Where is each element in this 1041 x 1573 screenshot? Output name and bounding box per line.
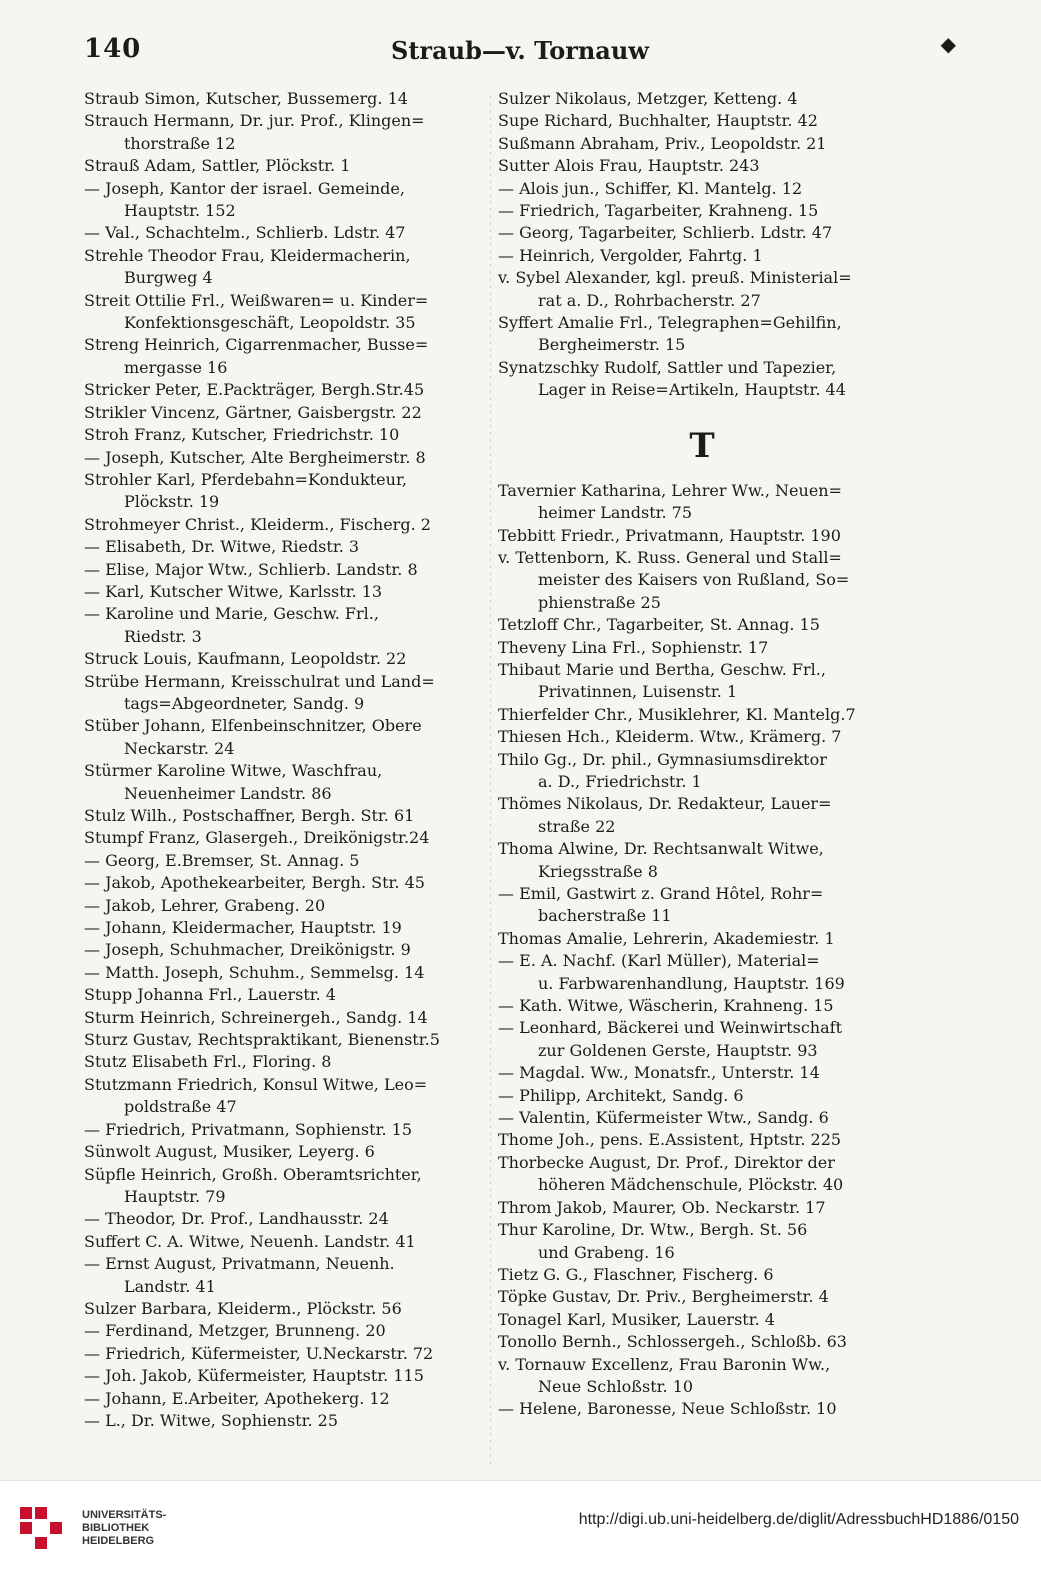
directory-entry-line: Synatzschky Rudolf, Sattler und Tapezier, xyxy=(498,357,837,377)
directory-entry-line: zur Goldenen Gerste, Hauptstr. 93 xyxy=(538,1040,818,1060)
directory-entry-line: Sulzer Nikolaus, Metzger, Ketteng. 4 xyxy=(498,89,798,108)
directory-entry-line: v. Sybel Alexander, kgl. preuß. Ministerial= xyxy=(498,268,852,288)
directory-entry-line: — Val., Schachtelm., Schlierb. Ldstr. 47 xyxy=(84,223,406,243)
directory-entry-line: Sturm Heinrich, Schreinergeh., Sandg. 14 xyxy=(84,1007,428,1027)
directory-entry-line: Syffert Amalie Frl., Telegraphen=Gehilfin, xyxy=(498,313,842,333)
directory-entry-line: Streit Ottilie Frl., Weißwaren= u. Kinder= xyxy=(84,290,429,310)
directory-entry-line: meister des Kaisers von Rußland, So= xyxy=(538,570,850,590)
directory-entry-line: Streng Heinrich, Cigarrenmacher, Busse= xyxy=(84,335,429,355)
directory-entry-line: — Philipp, Architekt, Sandg. 6 xyxy=(498,1085,744,1105)
section-gap xyxy=(498,402,906,416)
directory-entry-line: Theveny Lina Frl., Sophienstr. 17 xyxy=(498,637,769,657)
directory-entry-line: mergasse 16 xyxy=(124,357,228,377)
directory-entry-line: Throm Jakob, Maurer, Ob. Neckarstr. 17 xyxy=(498,1197,826,1217)
directory-entry-line: Strauch Hermann, Dr. jur. Prof., Klingen= xyxy=(84,111,425,131)
directory-entry-line: Süpfle Heinrich, Großh. Oberamtsrichter, xyxy=(84,1164,422,1184)
directory-entry-line: v. Tettenborn, K. Russ. General und Stall= xyxy=(498,547,842,567)
logo-square xyxy=(35,1537,47,1549)
directory-entry-line: Stroh Franz, Kutscher, Friedrichstr. 10 xyxy=(84,425,400,445)
directory-entry-line: — Johann, E.Arbeiter, Apothekerg. 12 xyxy=(84,1388,390,1408)
directory-entry-line: rat a. D., Rohrbacherstr. 27 xyxy=(538,290,761,310)
directory-entry-line: Hauptstr. 79 xyxy=(124,1186,226,1206)
directory-entry-line: Struck Louis, Kaufmann, Leopoldstr. 22 xyxy=(84,649,407,669)
directory-entry-line: Thoma Alwine, Dr. Rechtsanwalt Witwe, xyxy=(498,839,824,859)
directory-entry-line: Thorbecke August, Dr. Prof., Direktor der xyxy=(498,1152,835,1172)
directory-entry-line: — Johann, Kleidermacher, Hauptstr. 19 xyxy=(84,918,402,938)
directory-entry-line: Thibaut Marie und Bertha, Geschw. Frl., xyxy=(498,659,826,679)
corner-mark-icon: ◆ xyxy=(940,32,956,56)
directory-entry-line: Stutzmann Friedrich, Konsul Witwe, Leo= xyxy=(84,1074,428,1094)
directory-entry-line: Strikler Vincenz, Gärtner, Gaisbergstr. 22 xyxy=(84,402,422,422)
directory-entry-line: — Joseph, Schuhmacher, Dreikönigstr. 9 xyxy=(84,940,411,960)
directory-entry-line: Konfektionsgeschäft, Leopoldstr. 35 xyxy=(124,313,416,333)
right-column xyxy=(498,88,906,1421)
directory-entry-line: Burgweg 4 xyxy=(124,268,213,288)
directory-entry-line: Sünwolt August, Musiker, Leyerg. 6 xyxy=(84,1142,375,1162)
directory-entry-line: u. Farbwarenhandlung, Hauptstr. 169 xyxy=(538,973,845,993)
directory-entry-line: — Valentin, Küfermeister Wtw., Sandg. 6 xyxy=(498,1108,829,1128)
directory-entry-line: Suffert C. A. Witwe, Neuenh. Landstr. 41 xyxy=(84,1231,416,1251)
directory-entry-line: — Kath. Witwe, Wäscherin, Krahneng. 15 xyxy=(498,996,834,1016)
directory-entry-line: Landstr. 41 xyxy=(124,1276,216,1296)
directory-entry-line: Neckarstr. 24 xyxy=(124,738,235,758)
directory-entry-line: — E. A. Nachf. (Karl Müller), Material= xyxy=(498,951,820,971)
directory-entry-line: — L., Dr. Witwe, Sophienstr. 25 xyxy=(84,1410,338,1430)
directory-entry-line: Thome Joh., pens. E.Assistent, Hptstr. 225 xyxy=(498,1130,842,1150)
directory-entry-line: Supe Richard, Buchhalter, Hauptstr. 42 xyxy=(498,111,818,131)
directory-entry-line: — Leonhard, Bäckerei und Weinwirtschaft xyxy=(498,1018,842,1038)
directory-entry-line: und Grabeng. 16 xyxy=(538,1242,675,1262)
directory-entry-line: Sturz Gustav, Rechtspraktikant, Bienenstr.5 xyxy=(84,1030,440,1050)
library-name-line: UNIVERSITÄTS- xyxy=(82,1509,167,1521)
directory-entry-line: Stricker Peter, E.Packträger, Bergh.Str.45 xyxy=(84,380,425,400)
right-column-t-entries xyxy=(498,480,906,1421)
directory-entry-line: Stumpf Franz, Glasergeh., Dreikönigstr.24 xyxy=(84,828,430,848)
library-name-line: BIBLIOTHEK xyxy=(82,1522,150,1534)
directory-entry-line: höheren Mädchenschule, Plöckstr. 40 xyxy=(538,1175,844,1195)
directory-entry-line: Tavernier Katharina, Lehrer Ww., Neuen= xyxy=(498,480,842,500)
directory-entry-line: Plöckstr. 19 xyxy=(124,492,220,512)
directory-entry-line: heimer Landstr. 75 xyxy=(538,503,693,523)
directory-entry-line: — Karl, Kutscher Witwe, Karlsstr. 13 xyxy=(84,581,383,601)
directory-entry-line: Strohmeyer Christ., Kleiderm., Fischerg. 2 xyxy=(84,514,431,534)
directory-entry-line: thorstraße 12 xyxy=(124,133,236,153)
directory-entry-line: Tonagel Karl, Musiker, Lauerstr. 4 xyxy=(498,1309,775,1329)
section-letter-heading: T xyxy=(689,425,715,466)
directory-entry-line: — Joh. Jakob, Küfermeister, Hauptstr. 115 xyxy=(84,1366,424,1386)
directory-entry-line: — Jakob, Apothekearbeiter, Bergh. Str. 45 xyxy=(84,873,425,893)
directory-entry-line: Kriegsstraße 8 xyxy=(538,861,658,881)
directory-entry-line: Strohler Karl, Pferdebahn=Kondukteur, xyxy=(84,469,407,489)
directory-entry-line: Töpke Gustav, Dr. Priv., Bergheimerstr. 4 xyxy=(498,1287,829,1307)
library-name xyxy=(82,1509,166,1548)
directory-entry-line: — Ernst August, Privatmann, Neuenh. xyxy=(84,1254,395,1274)
directory-entry-line: — Karoline und Marie, Geschw. Frl., xyxy=(84,604,379,624)
directory-entry-line: — Theodor, Dr. Prof., Landhausstr. 24 xyxy=(84,1209,389,1229)
directory-entry-line: — Friedrich, Tagarbeiter, Krahneng. 15 xyxy=(498,201,819,221)
directory-entry-line: Thilo Gg., Dr. phil., Gymnasiumsdirektor xyxy=(498,749,827,769)
directory-entry-line: Sußmann Abraham, Priv., Leopoldstr. 21 xyxy=(498,133,827,153)
running-title: Straub—v. Tornauw xyxy=(391,36,649,65)
directory-entry-line: Stulz Wilh., Postschaffner, Bergh. Str. 61 xyxy=(84,806,415,825)
directory-entry-line: a. D., Friedrichstr. 1 xyxy=(538,771,702,791)
directory-entry-line: Neuenheimer Landstr. 86 xyxy=(124,783,332,803)
directory-entry-line: Tetzloff Chr., Tagarbeiter, St. Annag. 15 xyxy=(498,615,820,635)
right-column-s-entries xyxy=(498,88,906,402)
directory-entry-line: Strübe Hermann, Kreisschulrat und Land= xyxy=(84,671,435,691)
directory-entry-line: — Matth. Joseph, Schuhm., Semmelsg. 14 xyxy=(84,962,425,982)
directory-entry-line: bacherstraße 11 xyxy=(538,906,672,926)
university-library-logo-icon xyxy=(18,1505,64,1551)
directory-entry-line: Stutz Elisabeth Frl., Floring. 8 xyxy=(84,1052,332,1072)
logo-square xyxy=(50,1522,62,1534)
directory-entry-line: Strehle Theodor Frau, Kleidermacherin, xyxy=(84,245,411,265)
directory-entry-line: — Georg, E.Bremser, St. Annag. 5 xyxy=(84,850,360,870)
directory-entry-line: Stupp Johanna Frl., Lauerstr. 4 xyxy=(84,985,336,1005)
directory-entry-line: — Ferdinand, Metzger, Brunneng. 20 xyxy=(84,1321,386,1341)
directory-entry-line: Strauß Adam, Sattler, Plöckstr. 1 xyxy=(84,156,351,176)
directory-entry-line: — Magdal. Ww., Monatsfr., Unterstr. 14 xyxy=(498,1063,820,1083)
page-number: 140 xyxy=(84,34,142,64)
directory-entry-line: — Jakob, Lehrer, Grabeng. 20 xyxy=(84,895,326,915)
directory-entry-line: — Friedrich, Privatmann, Sophienstr. 15 xyxy=(84,1119,412,1139)
directory-entry-line: Tebbitt Friedr., Privatmann, Hauptstr. 190 xyxy=(498,525,841,545)
directory-entry-line: — Joseph, Kutscher, Alte Bergheimerstr. 8 xyxy=(84,447,426,467)
directory-entry-line: Thierfelder Chr., Musiklehrer, Kl. Mantelg.7 xyxy=(498,704,856,724)
logo-square xyxy=(35,1507,47,1519)
left-column xyxy=(84,88,492,1432)
directory-entry-line: Thiesen Hch., Kleiderm. Wtw., Krämerg. 7 xyxy=(498,727,842,747)
directory-entry-line: — Friedrich, Küfermeister, U.Neckarstr. 72 xyxy=(84,1343,434,1363)
directory-entry-line: Lager in Reise=Artikeln, Hauptstr. 44 xyxy=(538,380,846,400)
directory-entry-line: Hauptstr. 152 xyxy=(124,201,236,221)
directory-entry-line: — Helene, Baronesse, Neue Schloßstr. 10 xyxy=(498,1399,837,1419)
directory-entry-line: — Elisabeth, Dr. Witwe, Riedstr. 3 xyxy=(84,537,360,557)
directory-entry-line: — Elise, Major Wtw., Schlierb. Landstr. 8 xyxy=(84,559,418,579)
directory-entry-line: Privatinnen, Luisenstr. 1 xyxy=(538,682,738,702)
page-header xyxy=(80,34,960,68)
directory-entry-line: Stürmer Karoline Witwe, Waschfrau, xyxy=(84,761,383,781)
directory-entry-line: Neue Schloßstr. 10 xyxy=(538,1376,694,1396)
directory-entry-line: straße 22 xyxy=(538,816,616,836)
directory-entry-line: — Heinrich, Vergolder, Fahrtg. 1 xyxy=(498,245,763,265)
logo-square xyxy=(20,1522,32,1534)
directory-entry-line: Tonollo Bernh., Schlossergeh., Schloßb. 63 xyxy=(498,1332,847,1352)
library-name-line: HEIDELBERG xyxy=(82,1535,155,1547)
directory-entry-line: phienstraße 25 xyxy=(538,592,661,612)
column-divider xyxy=(490,96,491,1466)
directory-entry-line: Thur Karoline, Dr. Wtw., Bergh. St. 56 xyxy=(498,1220,808,1240)
directory-entry-line: Thomas Amalie, Lehrerin, Akademiestr. 1 xyxy=(498,928,835,948)
directory-entry-line: — Georg, Tagarbeiter, Schlierb. Ldstr. 47 xyxy=(498,223,833,243)
directory-entry-line: — Emil, Gastwirt z. Grand Hôtel, Rohr= xyxy=(498,884,824,903)
directory-entry-line: Sutter Alois Frau, Hauptstr. 243 xyxy=(498,156,760,176)
directory-entry-line: Tietz G. G., Flaschner, Fischerg. 6 xyxy=(498,1264,774,1284)
directory-entry-line: Stüber Johann, Elfenbeinschnitzer, Obere xyxy=(84,716,422,736)
page-footer xyxy=(0,1480,1041,1573)
source-url-link[interactable]: http://digi.ub.uni-heidelberg.de/diglit/AdressbuchHD1886/0150 xyxy=(578,1511,1019,1528)
directory-entry-line: v. Tornauw Excellenz, Frau Baronin Ww., xyxy=(498,1354,831,1374)
directory-entry-line: Straub Simon, Kutscher, Bussemerg. 14 xyxy=(84,89,408,108)
directory-entry-line: poldstraße 47 xyxy=(124,1097,237,1117)
directory-entry-line: Thömes Nikolaus, Dr. Redakteur, Lauer= xyxy=(498,794,832,814)
directory-entry-line: Bergheimerstr. 15 xyxy=(538,335,686,355)
logo-square xyxy=(20,1507,32,1519)
directory-entry-line: Riedstr. 3 xyxy=(124,626,202,646)
directory-entry-line: — Joseph, Kantor der israel. Gemeinde, xyxy=(84,178,405,198)
directory-entry-line: tags=Abgeordneter, Sandg. 9 xyxy=(124,693,365,713)
directory-entry-line: — Alois jun., Schiffer, Kl. Mantelg. 12 xyxy=(498,178,803,198)
directory-entry-line: Sulzer Barbara, Kleiderm., Plöckstr. 56 xyxy=(84,1298,402,1318)
